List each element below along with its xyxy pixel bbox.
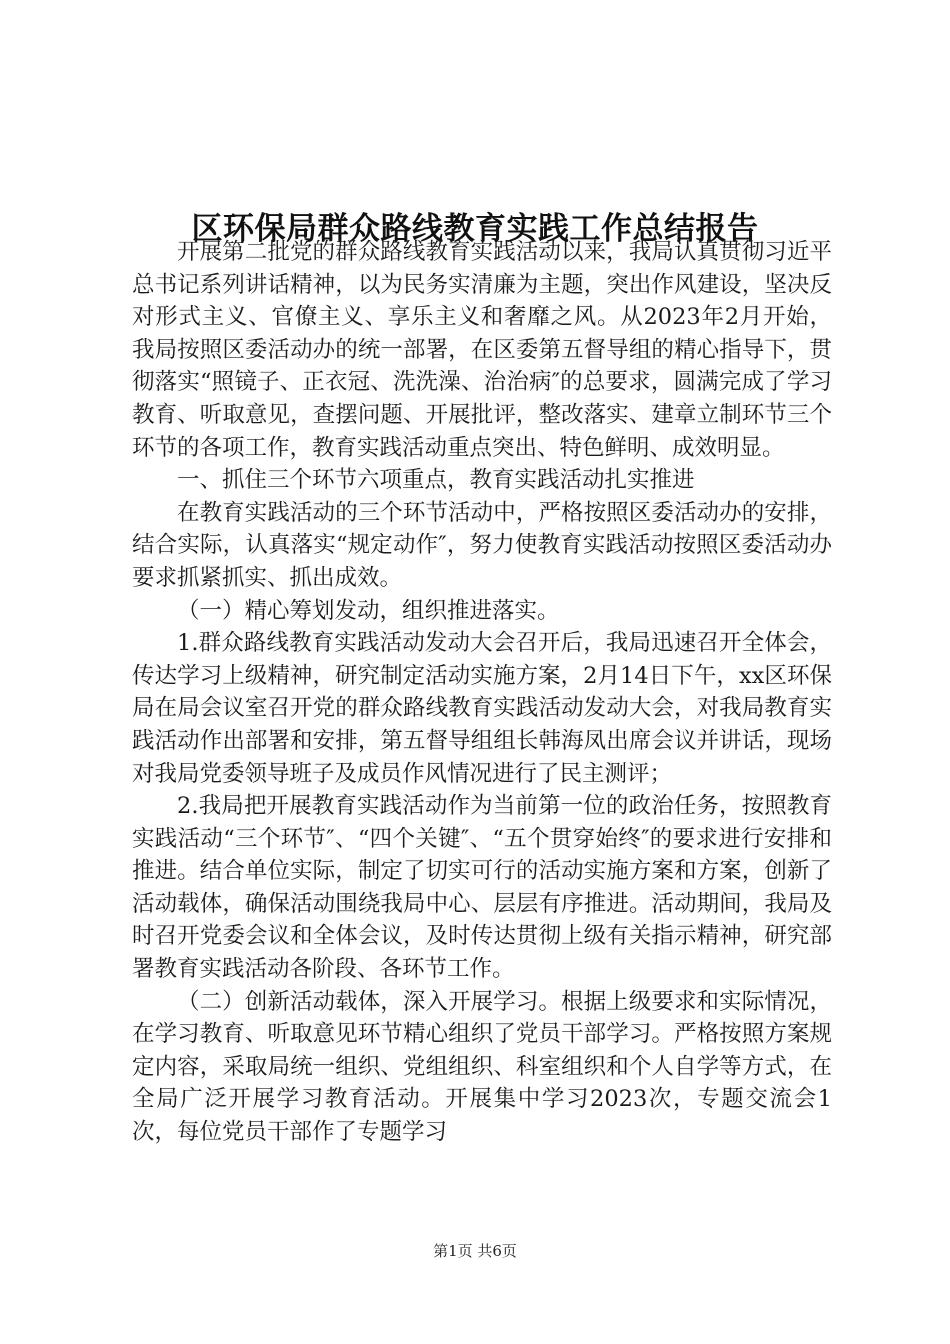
subsection-heading-1: （一）精心筹划发动，组织推进落实。: [177, 597, 560, 624]
item-2-paragraph: 2.我局把开展教育实践活动作为当前第一位的政治任务，按照教育实践活动“三个环节″、“四个关键″、“五个贯穿始终″的要求进行安排和推进。结合单位实际，制定了切实可行的活动实施方案和方案，创新了活动载体，确保活动围绕我局中心、层层有序推进。活动期间，我局及时召开党委会议和全体会议，及时传达贯彻上级有关指示精神，研究部署教育实践活动各阶段、各环节工作。: [132, 793, 832, 983]
section-1-paragraph: 在教育实践活动的三个环节活动中，严格按照区委活动办的安排，结合实际，认真落实“规定动作″，努力使教育实践活动按照区委活动办要求抓紧抓实、抓出成效。: [132, 499, 832, 591]
section-heading-1: 一、抓住三个环节六项重点，教育实践活动扎实推进: [177, 467, 695, 494]
item-1-paragraph: 1.群众路线教育实践活动发动大会召开后，我局迅速召开全体会，传达学习上级精神，研究制定活动实施方案，2月14日下午，xx区环保局在局会议室召开党的群众路线教育实践活动发动大会，对我局教育实践活动作出部署和安排，第五督导组组长韩海凤出席会议并讲话，现场对我局党委领导班子及成员作风情况进行了民主测评；: [132, 630, 832, 787]
document-title: 区环保局群众路线教育实践工作总结报告: [191, 210, 759, 247]
intro-paragraph: 开展第二批党的群众路线教育实践活动以来，我局认真贯彻习近平总书记系列讲话精神，以为民务实清廉为主题，突出作风建设，坚决反对形式主义、官僚主义、享乐主义和奢靡之风。从2023年2月开始，我局按照区委活动办的统一部署，在区委第五督导组的精心指导下，贯彻落实“照镜子、正衣冠、洗洗澡、治治病″的总要求，圆满完成了学习教育、听取意见，查摆问题、开展批评，整改落实、建章立制环节三个环节的各项工作，教育实践活动重点突出、特色鲜明、成效明显。: [132, 239, 832, 461]
subsection-2-paragraph: （二）创新活动载体，深入开展学习。根据上级要求和实际情况，在学习教育、听取意见环节精心组织了党员干部学习。严格按照方案规定内容，采取局统一组织、党组组织、科室组织和个人自学等方式，在全局广泛开展学习教育活动。开展集中学习2023次，专题交流会1次，每位党员干部作了专题学习: [132, 988, 832, 1146]
document-body: [132, 236, 832, 1149]
page-number-footer: 第1页 共6页: [433, 1242, 517, 1260]
